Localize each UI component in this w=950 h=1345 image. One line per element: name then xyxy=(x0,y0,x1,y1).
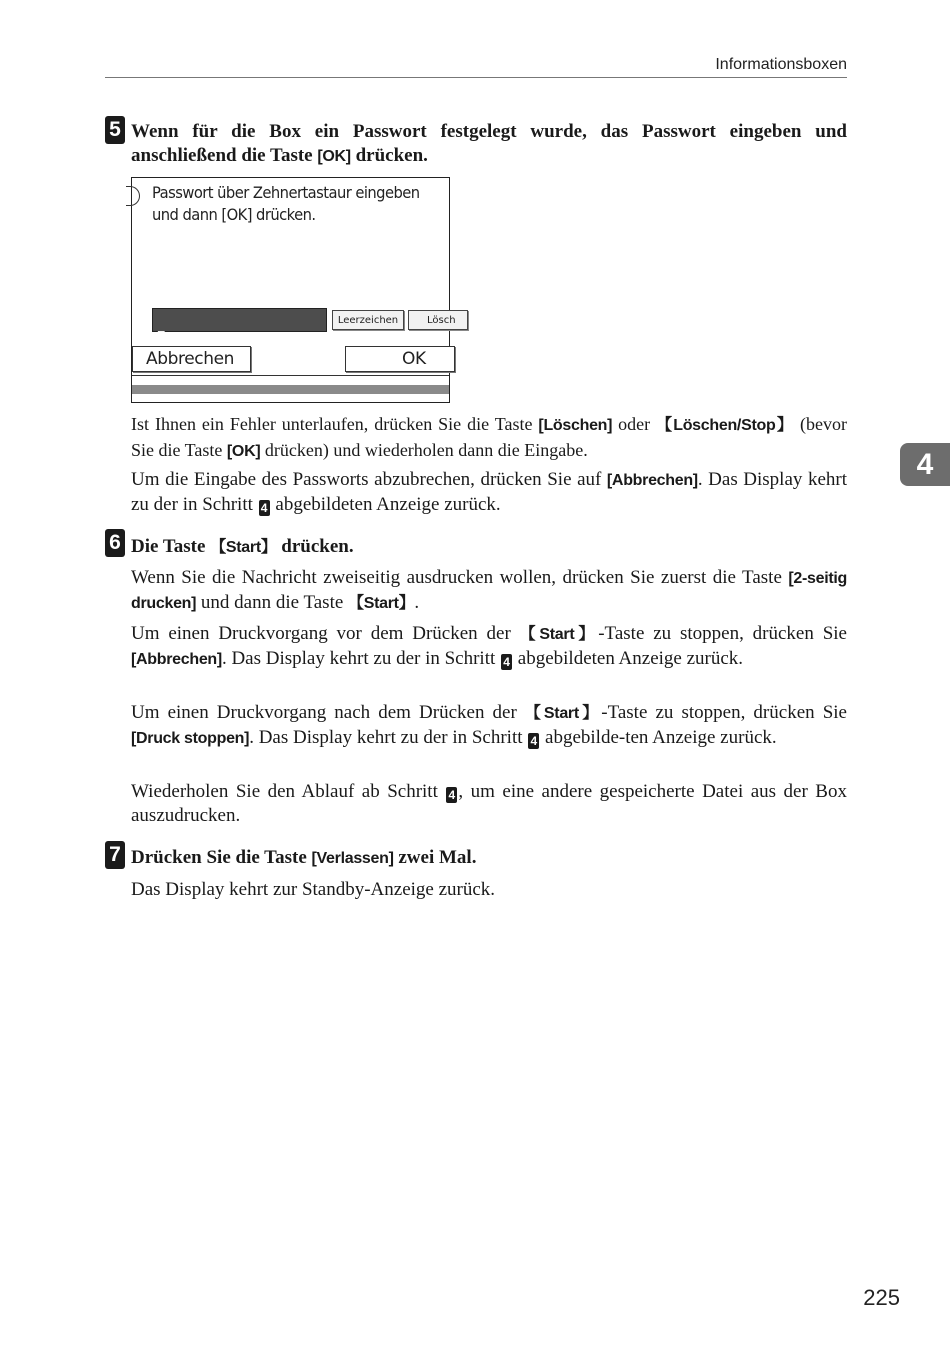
screen-status-bar xyxy=(132,375,449,402)
screen-message: Passwort über Zehnertastaur eingeben und dann [OK] drücken. xyxy=(152,183,420,224)
step-7-title: Drücken Sie die Taste [Verlassen] zwei Mal. xyxy=(131,847,477,868)
step-6-para-2: Um einen Druckvorgang vor dem Drücken der 【Start】-Taste zu stoppen, drücken Sie [Abbrechen]. Das Display kehrt zu der in Schritt 4 abgebildeten Anzeige zurück. xyxy=(131,623,847,669)
step-6-badge: 6 xyxy=(105,529,125,557)
step-ref-badge: 4 xyxy=(446,787,457,803)
step-ref-badge: 4 xyxy=(259,500,270,516)
space-button[interactable]: Leerzeichen xyxy=(332,310,404,330)
speech-bubble-icon xyxy=(126,186,140,206)
step-ref-badge: 4 xyxy=(501,654,512,670)
step-6-para-1: Wenn Sie die Nachricht zweiseitig ausdrucken wollen, drücken Sie zuerst die Taste [2-seitig drucken] und dann die Taste 【Start】. xyxy=(131,567,847,613)
step-5-note-2: Um die Eingabe des Passworts abzubrechen, drücken Sie auf [Abbrechen]. Das Display kehrt zu der in Schritt 4 abgebildeten Anzeige zurück. xyxy=(131,469,847,515)
step-7-badge: 7 xyxy=(105,841,125,869)
running-header: Informationsboxen xyxy=(715,56,847,73)
delete-button[interactable]: Lösch xyxy=(408,310,468,330)
cancel-button[interactable]: Abbrechen xyxy=(132,346,251,372)
chapter-tab: 4 xyxy=(900,443,950,486)
step-5-note-1: Ist Ihnen ein Fehler unterlaufen, drücken Sie die Taste [Löschen] oder 【Löschen/Stop】 (bevor Sie die Taste [OK] drücken) und wiederholen dann die Eingabe. xyxy=(131,414,847,460)
password-screen xyxy=(131,177,456,403)
step-6-title: Die Taste 【Start】 drücken. xyxy=(131,536,354,557)
page-number: 225 xyxy=(863,1285,900,1310)
step-7-para-1: Das Display kehrt zur Standby-Anzeige zurück. xyxy=(131,879,496,900)
step-5-badge: 5 xyxy=(105,116,125,144)
header-rule xyxy=(105,77,847,78)
step-ref-badge: 4 xyxy=(528,733,539,749)
step-6-para-3: Um einen Druckvorgang nach dem Drücken der 【Start】-Taste zu stoppen, drücken Sie [Druck stoppen]. Das Display kehrt zu der in Schritt 4 abgebilde-ten Anzeige zurück. xyxy=(131,702,847,748)
step-5-title: Wenn für die Box ein Passwort festgelegt wurde, das Passwort eingeben und anschließend die Taste [OK] drücken. xyxy=(131,121,847,166)
password-input[interactable]: _ xyxy=(152,308,327,332)
ok-button[interactable]: OK xyxy=(345,346,455,372)
step-6-para-4: Wiederholen Sie den Ablauf ab Schritt 4 , um eine andere gespeicherte Datei aus der Box auszudrucken. xyxy=(131,781,847,826)
